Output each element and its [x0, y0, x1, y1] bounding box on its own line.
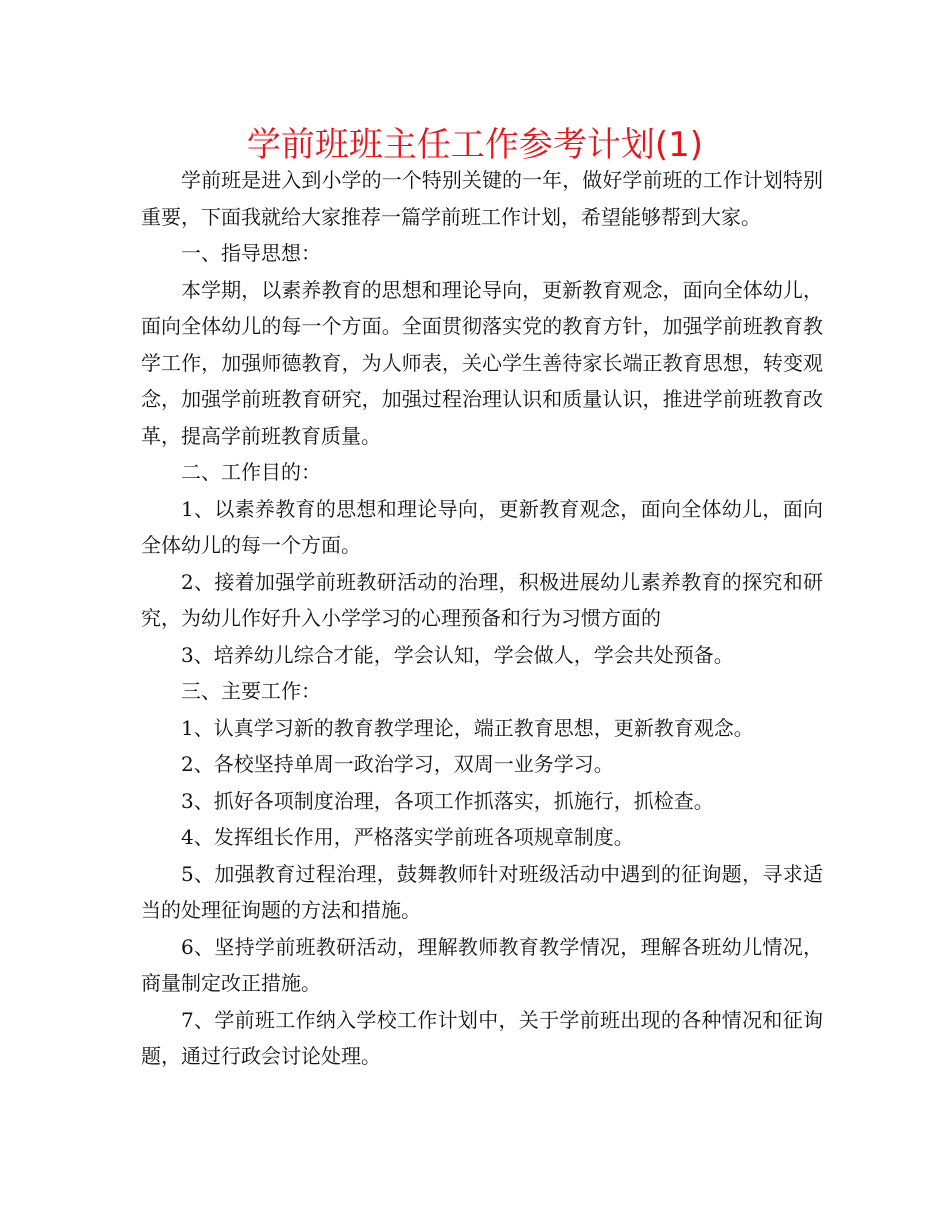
main-work-item-2: 2、各校坚持单周一政治学习，双周一业务学习。	[181, 752, 614, 776]
work-goal-item-3: 3、培养幼儿综合才能，学会认知，学会做人，学会共处预备。	[181, 642, 734, 667]
main-work-item-7: 7、学前班工作纳入学校工作计划中，关于学前班出现的各种情况和征询题，通过行政会讨论处理。	[141, 1007, 823, 1068]
guiding-thought-paragraph: 本学期，以素养教育的思想和理论导向，更新教育观念，面向全体幼儿，面向全体幼儿的每一个方面。全面贯彻落实党的教育方针，加强学前班教育教学工作，加强师德教育，为人师表，关心学生善待家长端正教育思想，转变观念，加强学前班教育研究，加强过程治理认识和质量认识，推进学前班教育改革，提高学前班教育质量。	[141, 277, 823, 448]
main-work-item-5: 5、加强教育过程治理，鼓舞教师针对班级活动中遇到的征询题，寻求适当的处理征询题的方法和措施。	[141, 861, 823, 922]
section-heading-guiding-thought: 一、指导思想：	[181, 241, 321, 265]
main-work-item-3: 3、抓好各项制度治理，各项工作抓落实，抓施行，抓检查。	[181, 788, 714, 813]
main-work-item-6: 6、坚持学前班教研活动，理解教师教育教学情况，理解各班幼儿情况，商量制定改正措施。	[141, 934, 823, 995]
section-heading-main-work: 三、主要工作：	[181, 679, 321, 703]
document-body	[141, 162, 823, 1075]
main-work-item-1: 1、认真学习新的教育教学理论，端正教育思想，更新教育观念。	[181, 715, 754, 740]
document-title: 学前班班主任工作参考计划(1)	[246, 125, 704, 165]
section-heading-work-goals: 二、工作目的：	[181, 460, 321, 484]
main-work-item-4: 4、发挥组长作用，严格落实学前班各项规章制度。	[181, 825, 634, 849]
intro-paragraph: 学前班是进入到小学的一个特别关键的一年，做好学前班的工作计划特别重要，下面我就给大家推荐一篇学前班工作计划，希望能够帮到大家。	[141, 168, 823, 229]
work-goal-item-2: 2、接着加强学前班教研活动的治理，积极进展幼儿素养教育的探究和研究，为幼儿作好升入小学学习的心理预备和行为习惯方面的	[141, 569, 823, 630]
work-goal-item-1: 1、以素养教育的思想和理论导向，更新教育观念，面向全体幼儿，面向全体幼儿的每一个方面。	[141, 496, 823, 557]
